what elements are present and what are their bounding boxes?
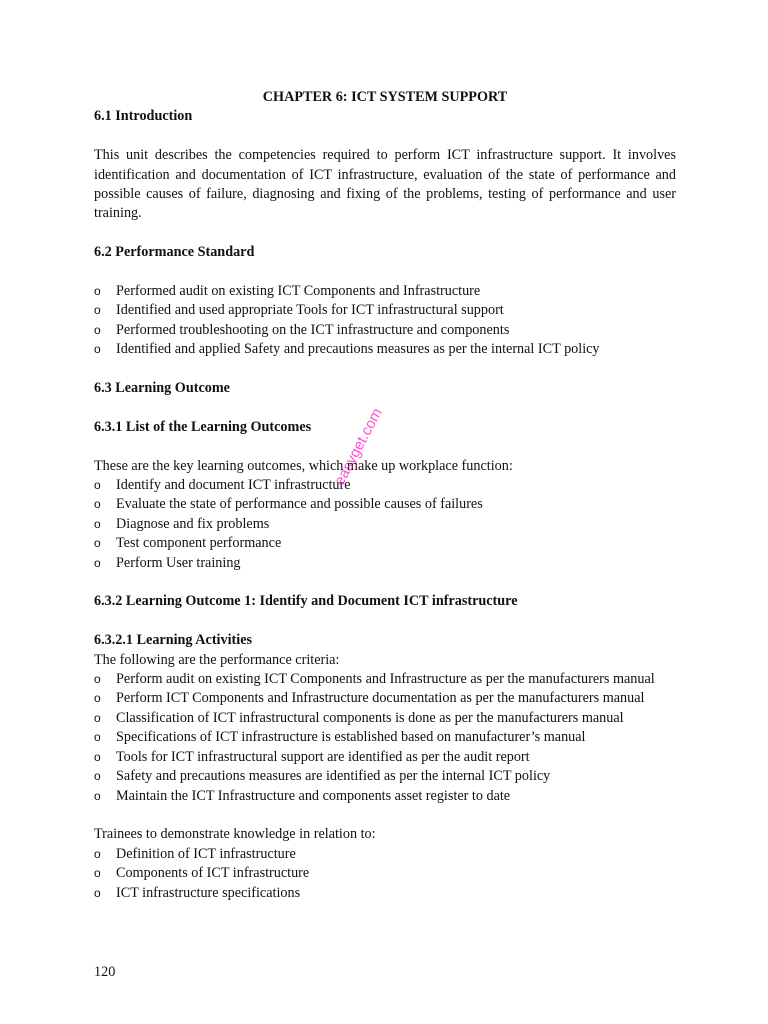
list-item	[94, 282, 676, 301]
bullet-icon: o	[94, 478, 101, 493]
list-item	[94, 845, 676, 864]
list-item	[94, 476, 676, 495]
bullet-icon: o	[94, 497, 101, 512]
bullet-icon: o	[94, 691, 101, 706]
performance-criteria-intro: The following are the performance criteria:	[94, 651, 340, 668]
list-item	[94, 670, 676, 689]
learning-outcomes-list	[94, 476, 676, 573]
list-item	[94, 495, 676, 514]
list-item	[94, 515, 676, 534]
list-item-text: Maintain the ICT Infrastructure and components asset register to date	[116, 787, 511, 804]
list-item-text: Tools for ICT infrastructural support are identified as per the audit report	[116, 748, 530, 765]
section-heading-6-3: 6.3 Learning Outcome	[94, 380, 230, 397]
list-item-text: ICT infrastructure specifications	[116, 884, 301, 901]
list-item-text: Identified and applied Safety and precautions measures as per the internal ICT policy	[116, 341, 600, 358]
document-page	[94, 88, 676, 903]
bullet-icon: o	[94, 866, 101, 881]
list-item-text: Identify and document ICT infrastructure	[116, 477, 351, 494]
learning-outcomes-intro: These are the key learning outcomes, which make up workplace function:	[94, 457, 513, 474]
bullet-icon: o	[94, 342, 101, 357]
bullet-icon: o	[94, 555, 101, 570]
list-item-text: Perform audit on existing ICT Components and Infrastructure as per the manufacturers manual	[116, 671, 655, 688]
list-item-text: Safety and precautions measures are identified as per the internal ICT policy	[116, 768, 551, 785]
bullet-icon: o	[94, 885, 101, 900]
list-item	[94, 884, 676, 903]
list-item-text: Components of ICT infrastructure	[116, 865, 310, 882]
list-item-text: Evaluate the state of performance and possible causes of failures	[116, 496, 483, 513]
list-item	[94, 728, 676, 747]
section-heading-6-2: 6.2 Performance Standard	[94, 244, 255, 261]
list-item	[94, 340, 676, 359]
bullet-icon: o	[94, 672, 101, 687]
list-item	[94, 534, 676, 553]
page-number: 120	[94, 964, 116, 980]
list-item-text: Performed audit on existing ICT Components and Infrastructure	[116, 283, 481, 300]
bullet-icon: o	[94, 536, 101, 551]
list-item-text: Test component performance	[116, 535, 282, 552]
bullet-icon: o	[94, 730, 101, 745]
list-item	[94, 709, 676, 728]
introduction-paragraph: This unit describes the competencies required to perform ICT infrastructure support. It involves identification and documentation of ICT infrastructure, evaluation of the state of performance and possible causes of failure, diagnosing and fixing of the problems, testing of performance and user training.	[94, 147, 676, 222]
list-item	[94, 689, 676, 708]
section-heading-6-3-2-1: 6.3.2.1 Learning Activities	[94, 632, 253, 649]
performance-criteria-list	[94, 670, 676, 806]
list-item-text: Classification of ICT infrastructural components is done as per the manufacturers manual	[116, 709, 624, 726]
list-item	[94, 748, 676, 767]
list-item	[94, 787, 676, 806]
section-heading-6-3-1: 6.3.1 List of the Learning Outcomes	[94, 418, 312, 435]
list-item-text: Specifications of ICT infrastructure is established based on manufacturer’s manual	[116, 729, 586, 746]
list-item-text: Diagnose and fix problems	[116, 515, 270, 532]
section-heading-6-1: 6.1 Introduction	[94, 108, 193, 125]
performance-standard-list	[94, 282, 676, 360]
list-item	[94, 864, 676, 883]
list-item-text: Identified and used appropriate Tools for ICT infrastructural support	[116, 302, 504, 319]
bullet-icon: o	[94, 284, 101, 299]
list-item	[94, 301, 676, 320]
bullet-icon: o	[94, 322, 101, 337]
bullet-icon: o	[94, 788, 101, 803]
bullet-icon: o	[94, 710, 101, 725]
list-item-text: Perform ICT Components and Infrastructure documentation as per the manufacturers manual	[116, 690, 645, 707]
bullet-icon: o	[94, 749, 101, 764]
list-item	[94, 554, 676, 573]
bullet-icon: o	[94, 769, 101, 784]
list-item-text: Perform User training	[116, 554, 241, 571]
chapter-title: CHAPTER 6: ICT SYSTEM SUPPORT	[262, 89, 508, 105]
list-item-text: Performed troubleshooting on the ICT infrastructure and components	[116, 321, 510, 338]
list-item	[94, 767, 676, 786]
watermark: easyget.com	[330, 405, 386, 489]
list-item-text: Definition of ICT infrastructure	[116, 845, 296, 862]
trainees-intro: Trainees to demonstrate knowledge in relation to:	[94, 826, 376, 843]
bullet-icon: o	[94, 846, 101, 861]
trainees-knowledge-list	[94, 845, 676, 903]
list-item	[94, 321, 676, 340]
bullet-icon: o	[94, 303, 101, 318]
bullet-icon: o	[94, 516, 101, 531]
section-heading-6-3-2: 6.3.2 Learning Outcome 1: Identify and Document ICT infrastructure	[94, 593, 518, 610]
